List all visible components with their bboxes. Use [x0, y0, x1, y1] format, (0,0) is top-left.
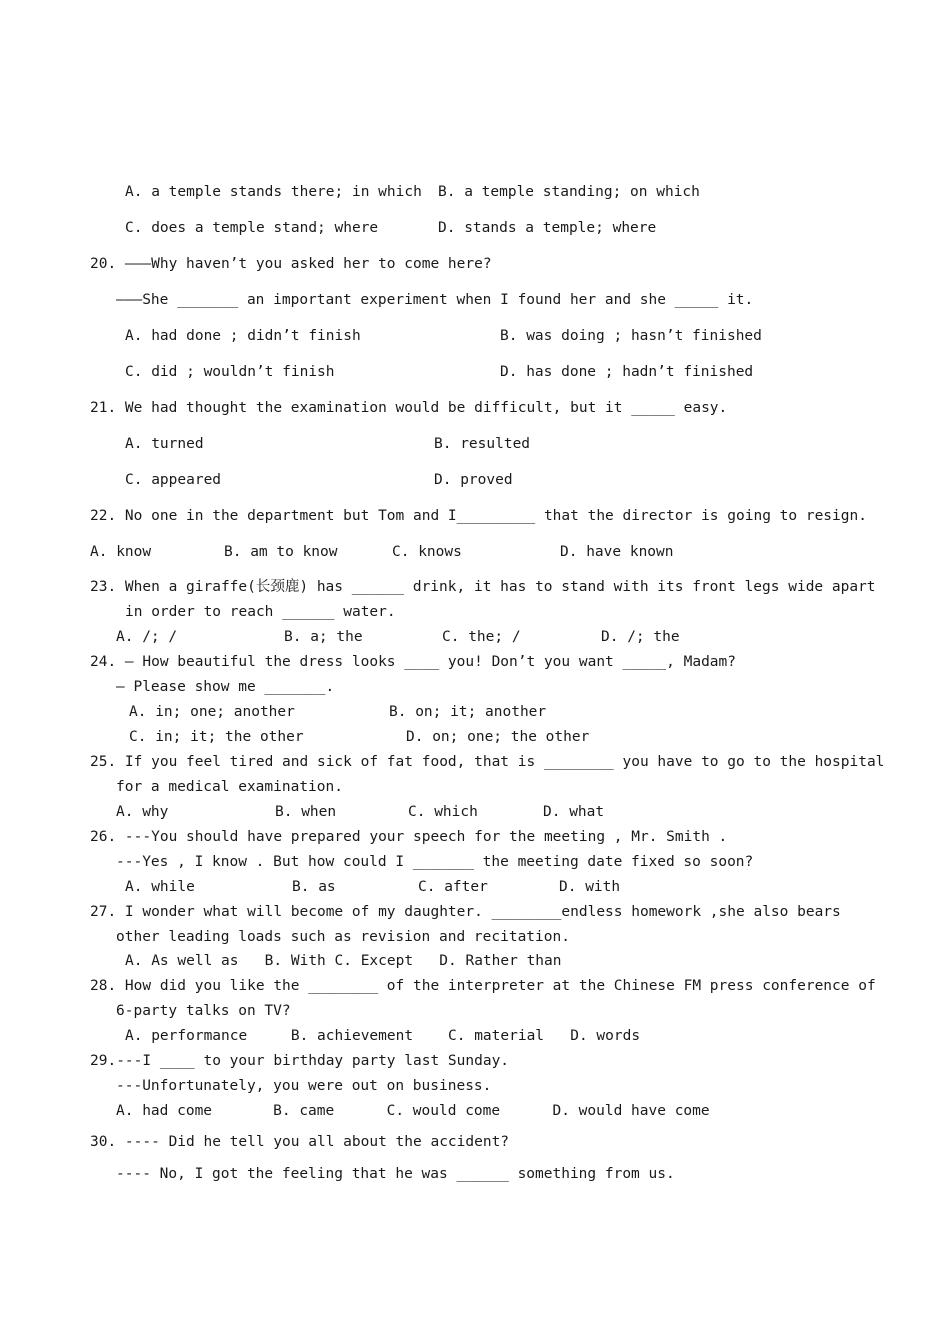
- q19-option-a: A. a temple stands there; in which: [125, 184, 422, 200]
- q23-option-c: C. the; /: [442, 629, 521, 645]
- q27-question-cont: other leading loads such as revision and recitation.: [116, 929, 570, 945]
- q29-question: 29.---I ____ to your birthday party last Sunday.: [90, 1053, 510, 1069]
- q25-option-a: A. why: [116, 804, 169, 820]
- q23-question: 23. When a giraffe(长颈鹿) has ______ drink, it has to stand with its front legs wide apart: [90, 579, 876, 595]
- q20-option-b: B. was doing ; hasn’t finished: [500, 328, 762, 344]
- q23-option-d: D. /; the: [601, 629, 680, 645]
- q25-option-b: B. when: [275, 804, 337, 820]
- q28-options: A. performance B. achievement C. material D. words: [125, 1028, 641, 1044]
- q30-question: 30. ---- Did he tell you all about the accident?: [90, 1134, 510, 1150]
- q24-question: 24. — How beautiful the dress looks ____ you! Don’t you want _____, Madam?: [90, 654, 737, 670]
- q24-option-b: B. on; it; another: [389, 704, 547, 720]
- q22-option-d: D. have known: [560, 544, 674, 560]
- q26-option-a: A. while: [125, 879, 195, 895]
- q21-option-c: C. appeared: [125, 472, 222, 488]
- q23-question-cont: in order to reach ______ water.: [125, 604, 396, 620]
- q27-question: 27. I wonder what will become of my daughter. ________endless homework ,she also bears: [90, 904, 841, 920]
- q22-option-c: C. knows: [392, 544, 462, 560]
- q20-option-d: D. has done ; hadn’t finished: [500, 364, 754, 380]
- q22-option-b: B. am to know: [224, 544, 338, 560]
- q25-question: 25. If you feel tired and sick of fat food, that is ________ you have to go to the hospital: [90, 754, 885, 770]
- q19-option-d: D. stands a temple; where: [438, 220, 657, 236]
- q24-dialogue-line: — Please show me _______.: [116, 679, 335, 695]
- q24-option-a: A. in; one; another: [129, 704, 295, 720]
- q20-question: 20. ———Why haven’t you asked her to come here?: [90, 256, 492, 272]
- q23-option-b: B. a; the: [284, 629, 363, 645]
- q21-question: 21. We had thought the examination would be difficult, but it _____ easy.: [90, 400, 728, 416]
- q25-question-cont: for a medical examination.: [116, 779, 343, 795]
- q19-option-c: C. does a temple stand; where: [125, 220, 379, 236]
- q28-question-cont: 6-party talks on TV?: [116, 1003, 291, 1019]
- q28-question: 28. How did you like the ________ of the interpreter at the Chinese FM press conference of: [90, 978, 876, 994]
- q25-option-c: C. which: [408, 804, 478, 820]
- q27-options: A. As well as B. With C. Except D. Rather than: [125, 953, 562, 969]
- q26-option-d: D. with: [559, 879, 621, 895]
- q25-option-d: D. what: [543, 804, 605, 820]
- q19-option-b: B. a temple standing; on which: [438, 184, 700, 200]
- q26-question: 26. ---You should have prepared your speech for the meeting , Mr. Smith .: [90, 829, 728, 845]
- q26-option-b: B. as: [292, 879, 336, 895]
- q21-option-d: D. proved: [434, 472, 513, 488]
- q22-question: 22. No one in the department but Tom and I_________ that the director is going to resign.: [90, 508, 867, 524]
- q23-option-a: A. /; /: [116, 629, 178, 645]
- q20-dialogue-line: ———She _______ an important experiment when I found her and she _____ it.: [116, 292, 754, 308]
- q29-dialogue-line: ---Unfortunately, you were out on business.: [116, 1078, 492, 1094]
- q20-option-c: C. did ; wouldn’t finish: [125, 364, 335, 380]
- q30-dialogue-line: ---- No, I got the feeling that he was ______ something from us.: [116, 1166, 675, 1182]
- q24-option-d: D. on; one; the other: [406, 729, 590, 745]
- q26-option-c: C. after: [418, 879, 488, 895]
- q26-dialogue-line: ---Yes , I know . But how could I _______ the meeting date fixed so soon?: [116, 854, 754, 870]
- q29-options: A. had come B. came C. would come D. would have come: [116, 1103, 710, 1119]
- q21-option-a: A. turned: [125, 436, 204, 452]
- q22-option-a: A. know: [90, 544, 152, 560]
- q24-option-c: C. in; it; the other: [129, 729, 304, 745]
- q20-option-a: A. had done ; didn’t finish: [125, 328, 361, 344]
- q21-option-b: B. resulted: [434, 436, 531, 452]
